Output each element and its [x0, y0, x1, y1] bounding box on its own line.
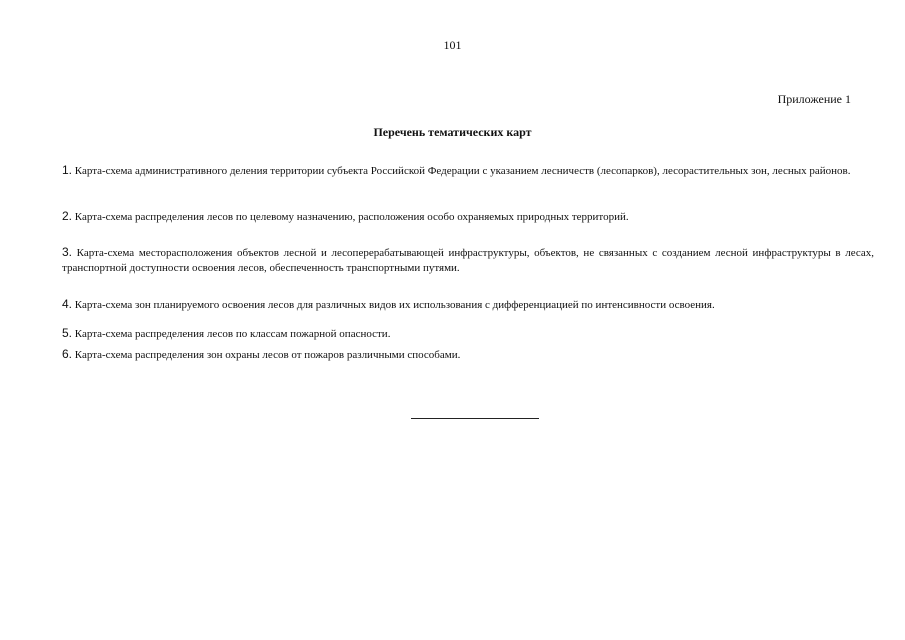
list-item-number: 1. — [62, 163, 73, 177]
page-number: 101 — [443, 38, 462, 52]
list-item-text: Карта-схема месторасположения объектов лесной и лесоперерабатывающей инфраструктуры, объектов, не связанных с созданием лесной инфраструктуры в лесах, транспортной доступности освоения лесов, обеспеченность транспортными путями. — [62, 247, 875, 274]
list-item-number: 6. — [62, 347, 73, 361]
list-item-number: 4. — [62, 297, 73, 311]
document-title: Перечень тематических карт — [373, 125, 532, 139]
list-item — [62, 326, 874, 342]
appendix-label: Приложение 1 — [777, 92, 851, 106]
list-item-text: Карта-схема зон планируемого освоения лесов для различных видов их использования с дифференциацией по интенсивности освоения. — [74, 299, 715, 311]
list-item-text: Карта-схема распределения зон охраны лесов от пожаров различными способами. — [74, 349, 461, 361]
list-item-text: Карта-схема распределения лесов по классам пожарной опасности. — [74, 328, 391, 340]
list-item — [62, 163, 874, 179]
list-item-number: 2. — [62, 209, 73, 223]
list-item — [62, 297, 874, 313]
list-item — [62, 245, 874, 276]
list-item-text: Карта-схема административного деления территории субъекта Российской Федерации с указанием лесничеств (лесопарков), лесорастительных зон, лесных районов. — [74, 165, 851, 177]
list-item-number: 5. — [62, 326, 73, 340]
list-item — [62, 347, 874, 363]
list-item-text: Карта-схема распределения лесов по целевому назначению, расположения особо охраняемых природных территорий. — [74, 211, 629, 223]
end-divider — [411, 418, 539, 419]
list-item — [62, 209, 874, 225]
list-item-number: 3. — [62, 245, 73, 259]
